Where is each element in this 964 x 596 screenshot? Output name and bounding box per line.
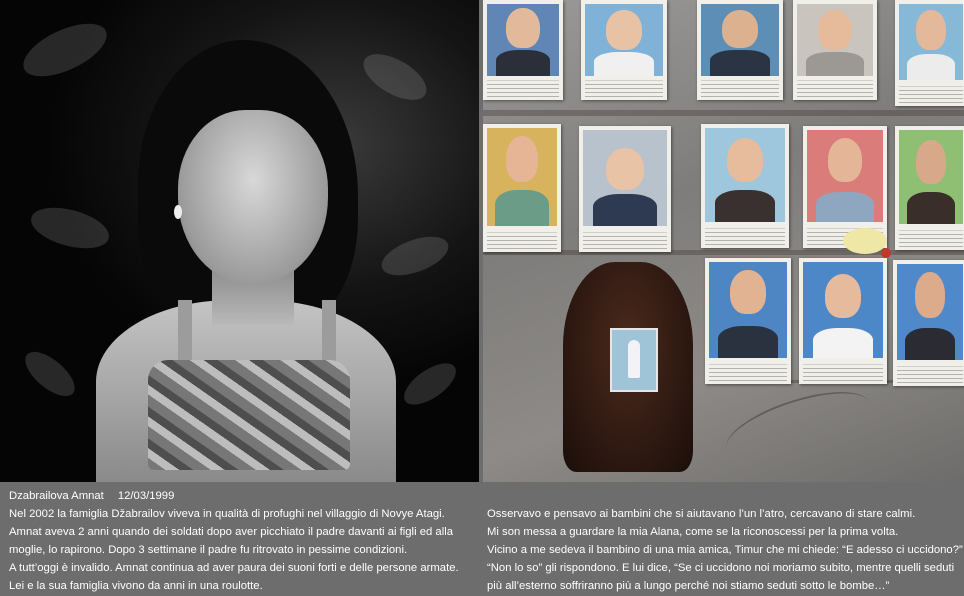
caption-left-line: Nel 2002 la famiglia Džabrailov viveva in qualità di profughi nel villaggio di Novye Atagi. (9, 508, 445, 520)
caption-right-line: Vicino a me sedeva il bambino di una mia amica, Timur che mi chiede: “E adesso ci uccidono?” (487, 544, 963, 556)
caption-right-line: più all’esterno soffriranno più a lungo perché noi stiamo seduti sotto le bombe…” (487, 580, 890, 592)
caption-left-line: A tutt’oggi è invalido. Amnat continua ad aver paura dei suoni forti e delle persone armate. (9, 562, 459, 574)
memorial-portrait-card (793, 0, 877, 100)
subject-date: 12/03/1999 (117, 490, 175, 502)
caption-header (9, 487, 474, 505)
memorial-portrait-card (701, 124, 789, 248)
subject-name: Dzabrailova Amnat (9, 490, 104, 502)
memorial-portrait-card (697, 0, 783, 100)
portrait-photo (0, 0, 479, 482)
memorial-portrait-card (483, 124, 561, 252)
memorial-portrait-card (895, 126, 964, 250)
caption-right-column (487, 505, 963, 595)
memorial-portrait-card (705, 258, 791, 384)
caption-bar (0, 482, 964, 596)
memorial-portrait-card (483, 0, 563, 100)
memorial-wall-photo (483, 0, 964, 482)
caption-left-line: moglie, lo rapirono. Dopo 3 settimane il padre fu ritrovato in pessime condizioni. (9, 544, 408, 556)
caption-right-line: “Non lo so” gli rispondono. E lui dice, “Se ci uccidono noi moriamo subito, mentre quelli seduti (487, 562, 955, 574)
caption-right-line: Mi son messa a guardare la mia Alana, come se la riconoscessi per la prima volta. (487, 526, 899, 538)
caption-right-line: Osservavo e pensavo ai bambini che si aiutavano l’un l’atro, cercavano di stare calmi. (487, 508, 916, 520)
memorial-portrait-card (581, 0, 667, 100)
caption-left-column (9, 487, 474, 595)
memorial-portrait-card (799, 258, 887, 384)
memorial-portrait-card (893, 260, 964, 386)
caption-left-line: Amnat aveva 2 anni quando dei soldati dopo aver picchiato il padre davanti ai figli ed alla (9, 526, 454, 538)
memorial-portrait-card (895, 0, 964, 106)
memorial-portrait-card (579, 126, 671, 252)
religious-icon-card (610, 328, 658, 392)
caption-left-line: Lei e la sua famiglia vivono da anni in una roulotte. (9, 580, 263, 592)
